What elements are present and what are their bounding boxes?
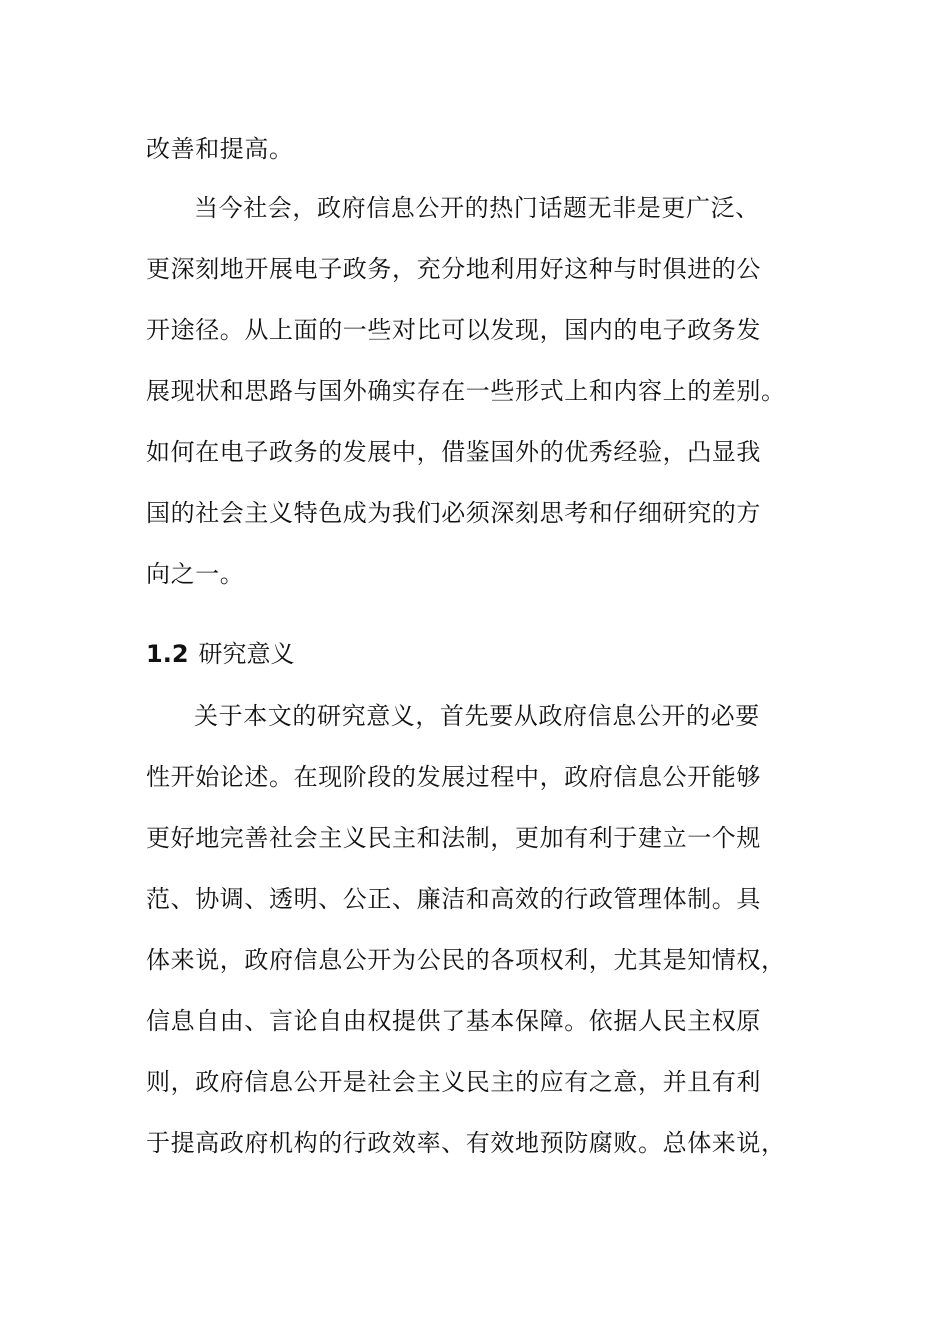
paragraph-line: 改善和提高。 — [146, 135, 294, 163]
paragraph-line: 国的社会主义特色成为我们必须深刻思考和仔细研究的方 — [146, 499, 761, 527]
paragraph-line: 如何在电子政务的发展中，借鉴国外的优秀经验，凸显我 — [146, 438, 761, 466]
paragraph-line: 当今社会，政府信息公开的热门话题无非是更广泛、 — [194, 194, 760, 222]
paragraph-line: 更好地完善社会主义民主和法制，更加有利于建立一个规 — [146, 824, 761, 852]
section-heading — [146, 638, 295, 670]
paragraph-line: 体来说，政府信息公开为公民的各项权利，尤其是知情权， — [146, 946, 786, 974]
paragraph-line: 展现状和思路与国外确实存在一些形式上和内容上的差别。 — [146, 377, 786, 405]
paragraph-line: 性开始论述。在现阶段的发展过程中，政府信息公开能够 — [146, 763, 761, 791]
paragraph-line: 范、协调、透明、公正、廉洁和高效的行政管理体制。具 — [146, 885, 761, 913]
paragraph-line: 开途径。从上面的一些对比可以发现，国内的电子政务发 — [146, 316, 761, 344]
section-number: 1.2 — [146, 640, 189, 668]
paragraph-line: 向之一。 — [146, 560, 245, 588]
paragraph-line: 关于本文的研究意义，首先要从政府信息公开的必要 — [194, 702, 760, 730]
section-title: 研究意义 — [198, 640, 295, 668]
paragraph-line: 信息自由、言论自由权提供了基本保障。依据人民主权原 — [146, 1007, 761, 1035]
paragraph-line: 于提高政府机构的行政效率、有效地预防腐败。总体来说， — [146, 1129, 786, 1157]
paragraph-line: 更深刻地开展电子政务，充分地利用好这种与时俱进的公 — [146, 255, 761, 283]
paragraph-line: 则，政府信息公开是社会主义民主的应有之意，并且有利 — [146, 1068, 761, 1096]
